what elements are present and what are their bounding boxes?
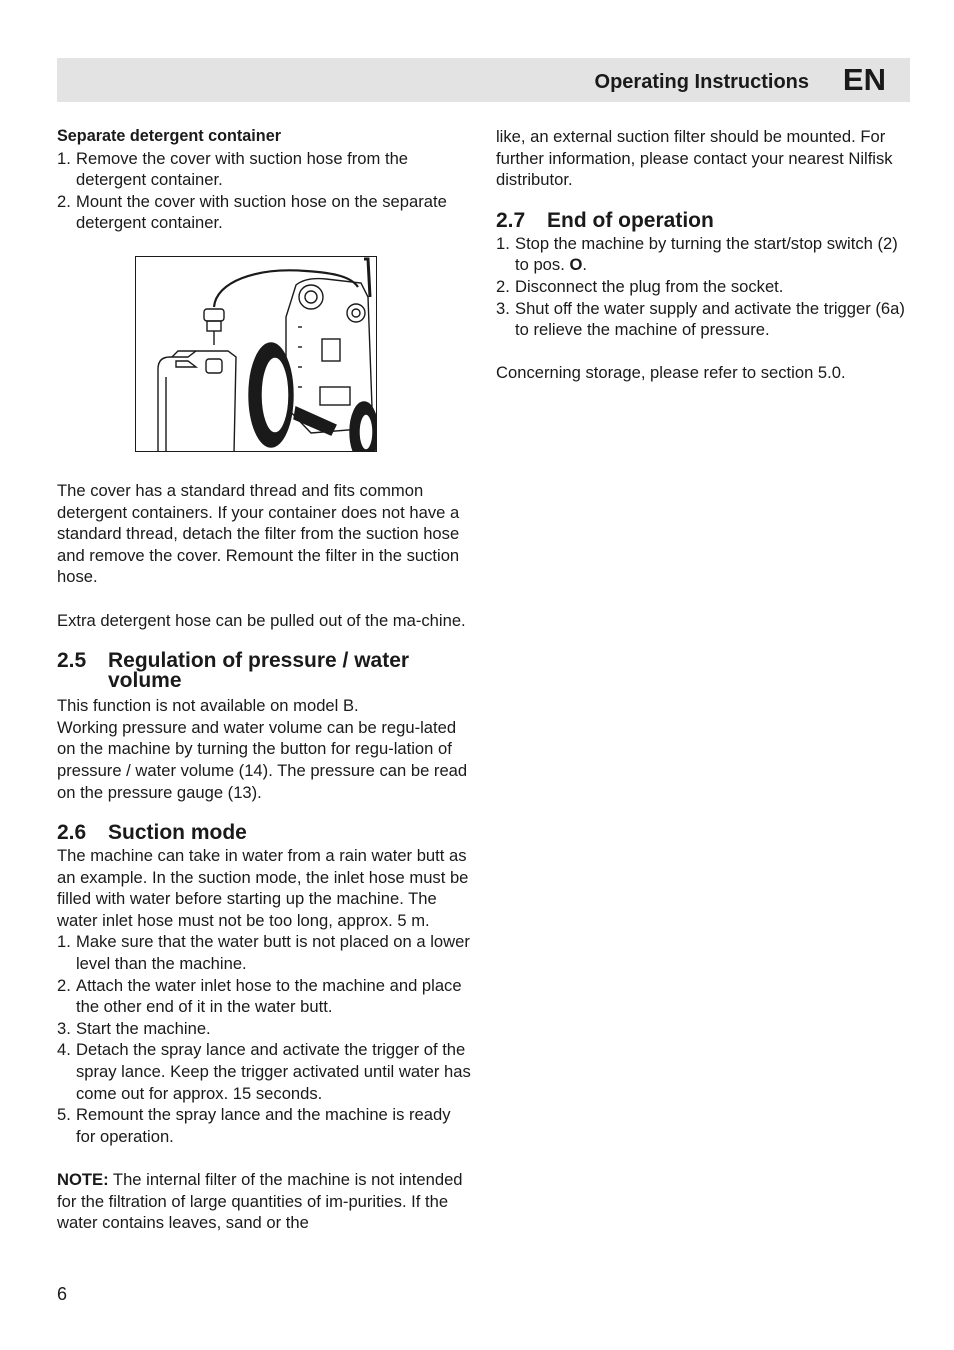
list-item — [57, 1104, 471, 1147]
section-title: Regulation of pressure / water volume — [108, 649, 410, 693]
end-of-operation-steps — [496, 233, 910, 341]
switch-position: O — [569, 255, 583, 275]
step-text: Shut off the water supply and activate the trigger (6a) to relieve the machine of pressure. — [515, 298, 905, 340]
step-number: 5. — [57, 1105, 71, 1125]
step-text: Stop the machine by turning the start/stop switch (2) to pos. — [515, 233, 898, 275]
note-label: NOTE: — [57, 1170, 109, 1189]
right-column — [496, 126, 910, 384]
container-steps — [57, 148, 471, 234]
left-column — [57, 126, 471, 1234]
filter-note — [57, 1169, 471, 1234]
section-heading-2-6 — [57, 823, 471, 843]
page-header — [57, 58, 910, 102]
step-text: Remount the spray lance and the machine is ready for operation. — [76, 1105, 451, 1146]
step-number: 2. — [57, 975, 71, 995]
list-item — [57, 148, 471, 191]
list-item — [57, 191, 471, 234]
step-text: Remove the cover with suction hose from the detergent container. — [76, 148, 409, 190]
list-item — [57, 975, 471, 1018]
step-number: 1. — [496, 233, 510, 253]
model-b-note: This function is not available on model B. — [57, 696, 359, 716]
list-item — [57, 1018, 471, 1040]
list-item — [57, 931, 471, 974]
step-text: Make sure that the water butt is not placed on a lower level than the machine. — [76, 932, 470, 974]
step-number: 1. — [57, 932, 71, 952]
step-number: 3. — [496, 298, 510, 318]
suction-steps — [57, 931, 471, 1147]
detergent-container-illustration — [135, 256, 377, 452]
step-text-end: . — [582, 255, 587, 275]
storage-paragraph: Concerning storage, please refer to section 5.0. — [496, 363, 846, 383]
list-item — [57, 1039, 471, 1104]
note-text: The internal filter of the machine is not intended for the filtration of large quantities of im-purities. If the water contains leaves, sand or the — [57, 1170, 463, 1233]
step-text: Mount the cover with suction hose on the separate detergent container. — [76, 191, 447, 233]
list-item — [496, 233, 910, 276]
section-number: 2.5 — [57, 649, 87, 673]
extra-hose-paragraph: Extra detergent hose can be pulled out of the ma-chine. — [57, 610, 466, 630]
step-text: Attach the water inlet hose to the machine and place the other end of it in the water butt. — [76, 975, 462, 1017]
step-text: Start the machine. — [76, 1018, 211, 1038]
list-item — [496, 298, 910, 341]
container-heading: Separate detergent container — [57, 127, 281, 145]
step-text: Disconnect the plug from the socket. — [515, 276, 784, 296]
step-number: 4. — [57, 1040, 71, 1060]
step-number: 1. — [57, 148, 71, 168]
step-number: 2. — [496, 276, 510, 296]
continuation-paragraph: like, an external suction filter should be mounted. For further information, please contact your nearest Nilfisk distributor. — [496, 127, 893, 190]
thread-paragraph: The cover has a standard thread and fits common detergent containers. If your container does not have a standard thread, detach the filter from the suction hose and remove the cover. Remount the filter in the suction hose. — [57, 480, 460, 587]
section-number: 2.6 — [57, 821, 87, 845]
step-number: 2. — [57, 191, 71, 211]
section-heading-2-5 — [57, 651, 471, 691]
section-title: End of operation — [547, 208, 714, 232]
language-code: EN — [842, 62, 886, 97]
section-heading-2-7 — [496, 208, 910, 232]
step-text: Detach the spray lance and activate the trigger of the spray lance. Keep the trigger activated until water has come out for approx. 15 seconds. — [76, 1040, 471, 1103]
list-item — [496, 276, 910, 298]
section-title: Suction mode — [108, 821, 247, 845]
suction-intro: The machine can take in water from a rain water butt as an example. In the suction mode, the inlet hose must be filled with water before starting up the machine. The water inlet hose must not be too long, approx. 5 m. — [57, 846, 469, 930]
pressure-paragraph: Working pressure and water volume can be regu-lated on the machine by turning the button for regu-lation of pressure / water volume (14). The pressure can be read on the pressure gauge (13). — [57, 717, 468, 802]
section-number: 2.7 — [496, 208, 526, 232]
step-number: 3. — [57, 1018, 71, 1038]
page-number: 6 — [57, 1284, 68, 1304]
header-title: Operating Instructions — [594, 71, 809, 93]
